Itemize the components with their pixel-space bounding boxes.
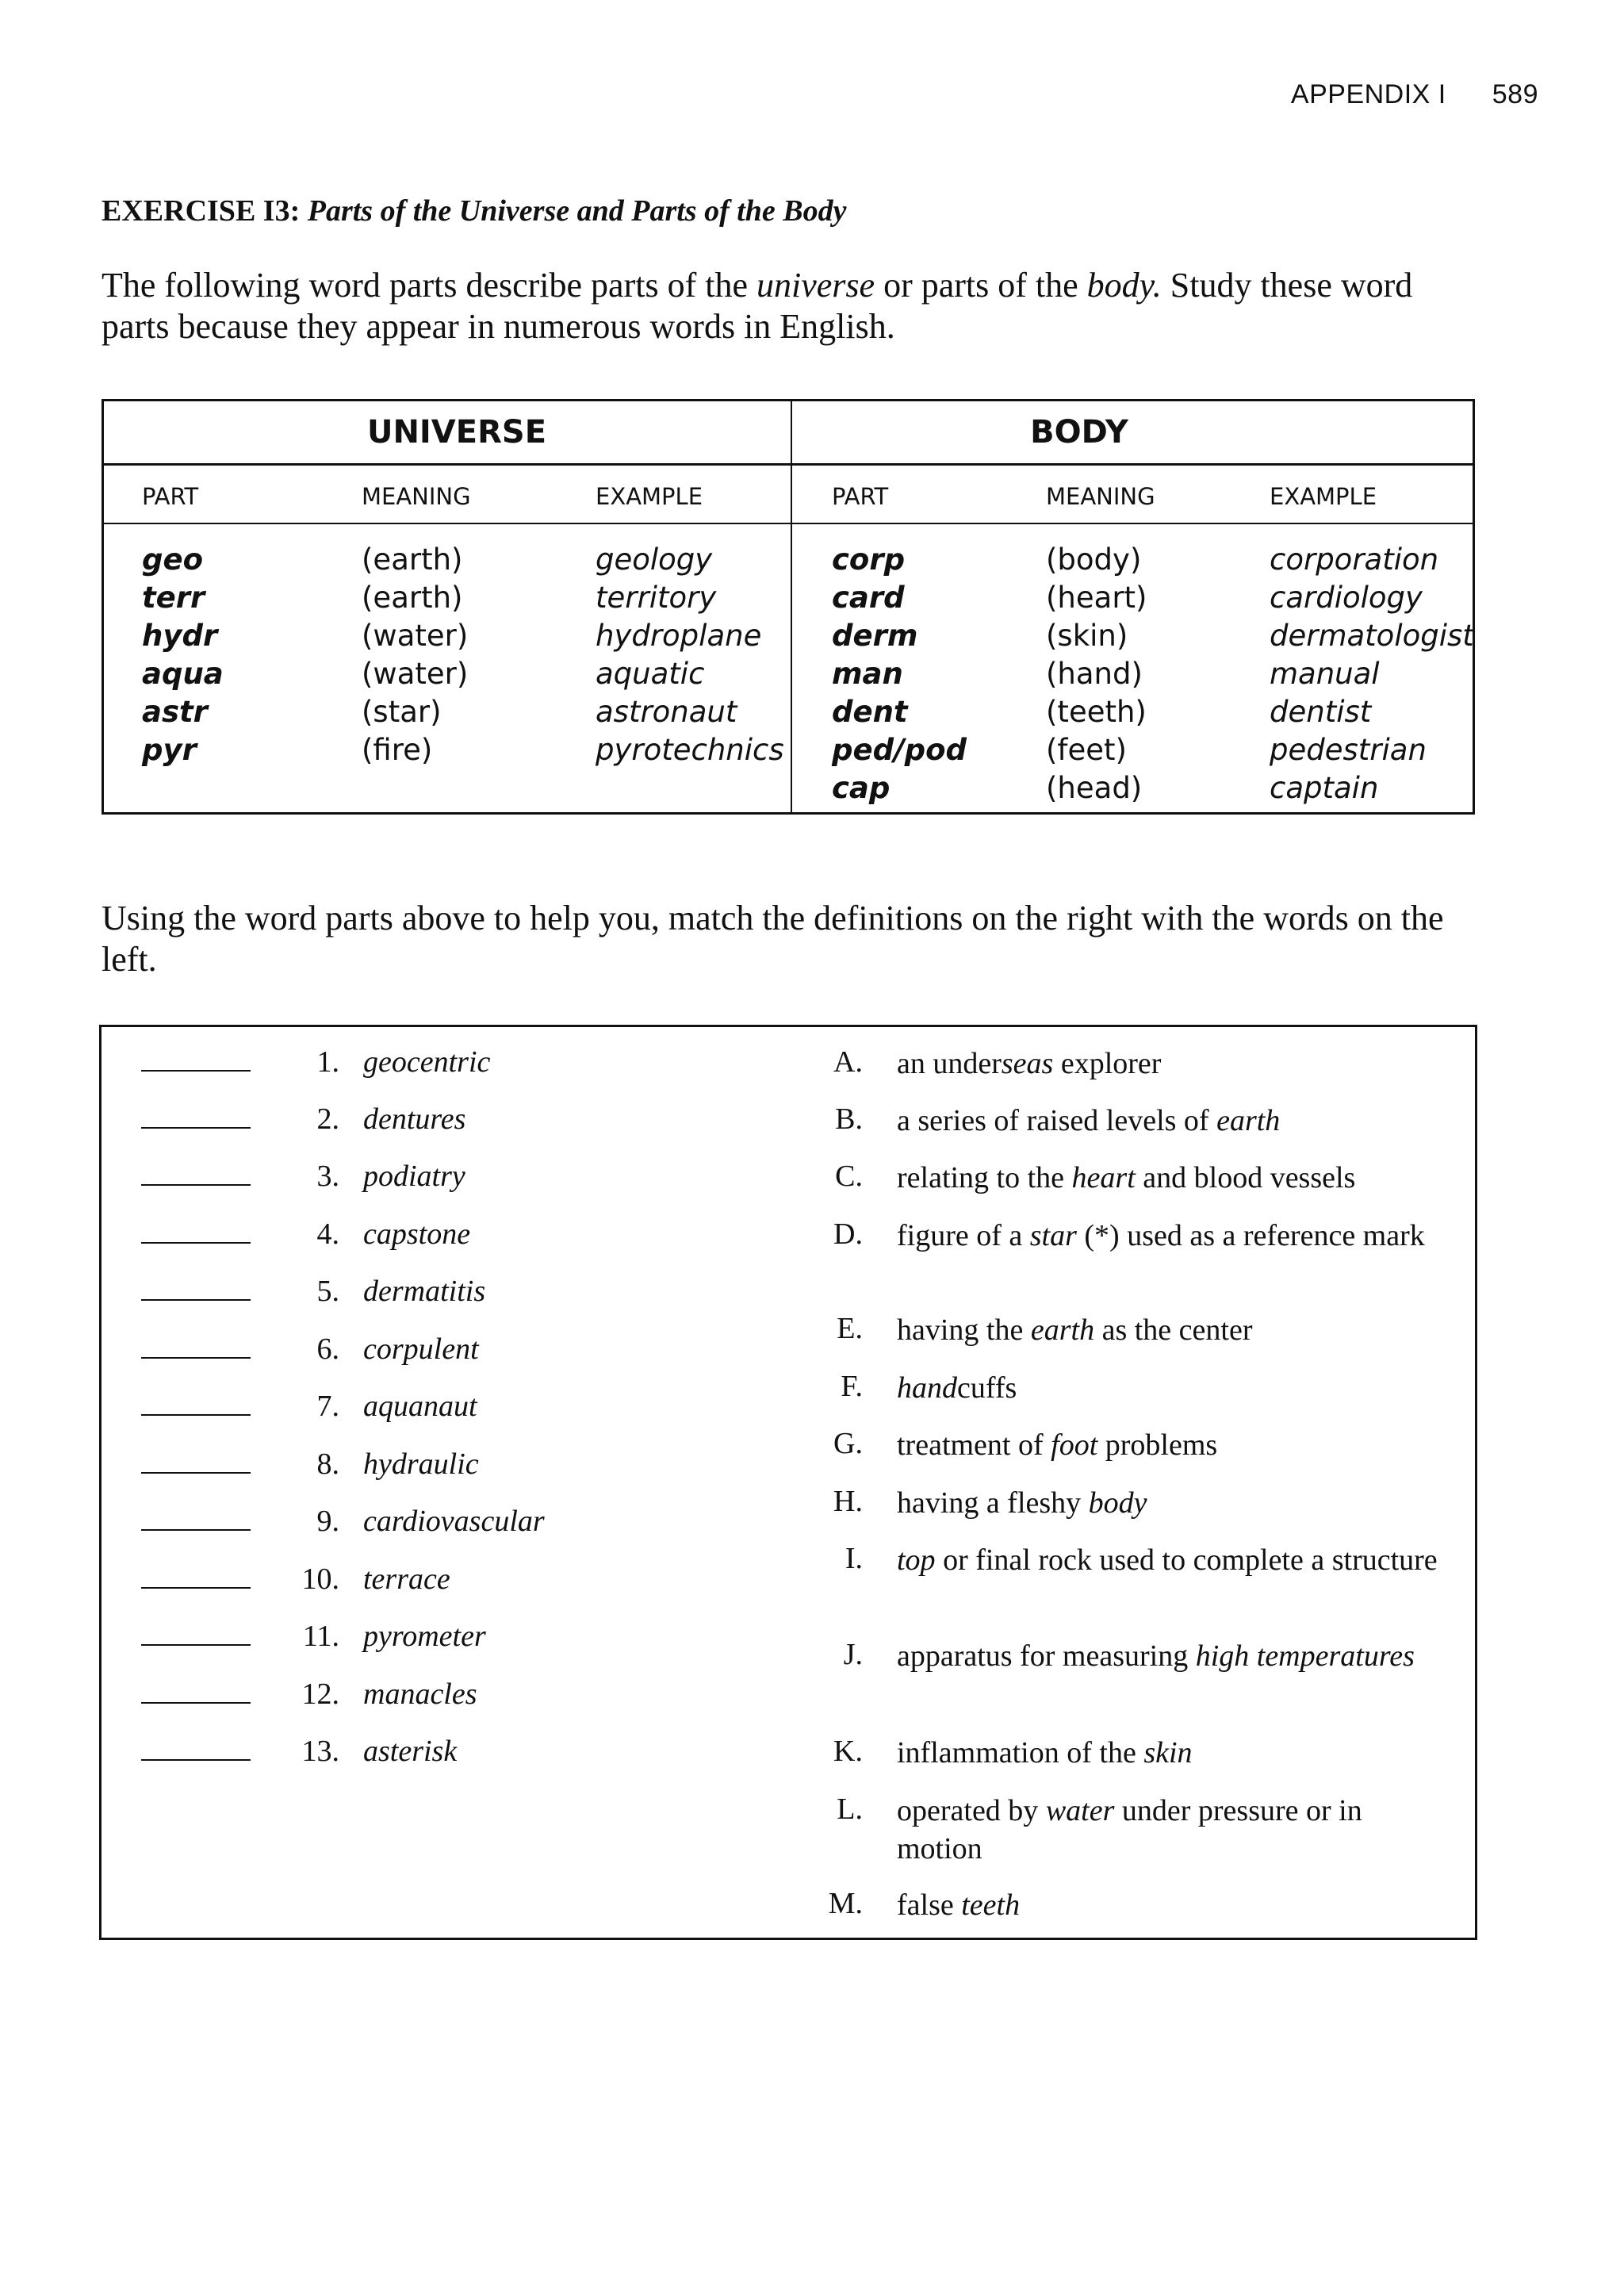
definition-text	[897, 1045, 1452, 1083]
item-number: 11.	[302, 1620, 339, 1653]
definition-letter: H.	[833, 1485, 863, 1518]
definition-part: having a fleshy	[897, 1486, 1089, 1520]
definition-letter: F.	[841, 1370, 863, 1403]
item-word: asterisk	[363, 1735, 458, 1768]
example-word: territory	[596, 581, 717, 615]
answer-blank[interactable]	[141, 1529, 251, 1531]
item-word: dentures	[363, 1102, 466, 1136]
example-word: geology	[596, 543, 713, 577]
word-part: derm	[832, 619, 918, 653]
word-part: card	[832, 581, 905, 615]
item-word: capstone	[363, 1217, 471, 1251]
column-header: EXAMPLE	[1270, 483, 1377, 510]
definition-part: false	[897, 1888, 962, 1922]
column-header: MEANING	[362, 483, 471, 510]
item-number: 7.	[316, 1390, 339, 1423]
definition-text	[897, 1159, 1452, 1197]
answer-blank[interactable]	[141, 1184, 251, 1186]
definition-text	[897, 1541, 1452, 1579]
definition-part: apparatus for measuring	[897, 1639, 1196, 1673]
intro-paragraph	[102, 265, 1481, 347]
item-number: 3.	[316, 1160, 339, 1193]
body-meaning-column	[1046, 541, 1147, 807]
body-example-column	[1270, 541, 1474, 807]
definition-text	[897, 1484, 1452, 1522]
definition-part: operated by	[897, 1794, 1046, 1827]
definition-letter: C.	[835, 1160, 863, 1193]
definition-emphasis: seas	[1001, 1047, 1054, 1080]
word-part: corp	[832, 543, 906, 577]
definition-text	[897, 1217, 1452, 1255]
item-number: 2.	[316, 1102, 339, 1136]
answer-blank[interactable]	[141, 1587, 251, 1589]
meaning: (hand)	[1046, 657, 1143, 691]
word-part: cap	[832, 771, 891, 805]
definition-text	[897, 1637, 1452, 1675]
body-part-column	[832, 541, 967, 807]
item-word: terrace	[363, 1562, 450, 1596]
word-part: pyr	[142, 733, 197, 767]
definition-text	[897, 1369, 1452, 1407]
definition-part: a series of raised levels of	[897, 1104, 1217, 1137]
meaning: (star)	[362, 695, 442, 729]
definition-emphasis: earth	[1030, 1313, 1095, 1347]
definition-part: having the	[897, 1313, 1031, 1347]
item-number: 6.	[316, 1332, 339, 1366]
body-heading: BODY	[1030, 414, 1128, 451]
definition-part: treatment of	[897, 1428, 1051, 1462]
definition-part: as the center	[1094, 1313, 1253, 1347]
matching-instructions: Using the word parts above to help you, match the definitions on the right with the words on the left.	[102, 899, 1444, 979]
definition-letter: E.	[837, 1312, 863, 1345]
definition-emphasis: heart	[1071, 1161, 1136, 1194]
item-word: manacles	[363, 1677, 477, 1711]
meaning: (heart)	[1046, 581, 1147, 615]
definition-part: problems	[1097, 1428, 1218, 1462]
definition-emphasis: earth	[1216, 1104, 1281, 1137]
definition-part: inflammation of the	[897, 1736, 1144, 1769]
definition-letter: L.	[837, 1792, 863, 1826]
intro-text-1: The following word parts describe parts of the	[102, 266, 756, 305]
word-part: dent	[832, 695, 908, 729]
answer-blank[interactable]	[141, 1357, 251, 1359]
column-header: EXAMPLE	[596, 483, 703, 510]
intro-text-2: or parts of the	[875, 266, 1087, 305]
definition-emphasis: teeth	[961, 1888, 1021, 1922]
universe-meaning-column	[362, 541, 468, 769]
definition-emphasis: top	[897, 1543, 936, 1577]
item-word: hydraulic	[363, 1447, 479, 1481]
definition-emphasis: water	[1045, 1794, 1115, 1827]
definition-part: figure of a	[897, 1219, 1030, 1252]
intro-emphasis-universe: universe	[756, 266, 875, 305]
column-header: MEANING	[1046, 483, 1155, 510]
item-word: dermatitis	[363, 1275, 486, 1308]
matching-exercise-box	[99, 1025, 1477, 1940]
running-head	[1291, 79, 1538, 110]
answer-blank[interactable]	[141, 1644, 251, 1646]
meaning: (water)	[362, 657, 469, 691]
item-number: 8.	[316, 1447, 339, 1481]
meaning: (water)	[362, 619, 469, 653]
definition-emphasis: hand	[897, 1371, 957, 1405]
definition-part: an under	[897, 1047, 1002, 1080]
definition-part: cuffs	[957, 1371, 1017, 1405]
definition-emphasis: body	[1088, 1486, 1147, 1520]
definition-letter: I.	[845, 1542, 863, 1575]
definition-text	[897, 1734, 1452, 1772]
meaning: (head)	[1046, 771, 1143, 805]
definition-letter: K.	[833, 1735, 863, 1768]
definition-letter: B.	[835, 1102, 863, 1136]
exercise-title	[102, 194, 847, 228]
item-number: 4.	[316, 1217, 339, 1251]
definition-part: (*) used as a reference mark	[1076, 1219, 1425, 1252]
definition-letter: M.	[828, 1887, 863, 1920]
word-part: terr	[142, 581, 205, 615]
exercise-name: Parts of the Universe and Parts of the Body	[307, 194, 847, 228]
example-word: pyrotechnics	[596, 733, 784, 767]
meaning: (fire)	[362, 733, 433, 767]
word-part: astr	[142, 695, 208, 729]
definition-part: relating to the	[897, 1161, 1072, 1194]
example-word: dermatologist	[1270, 619, 1474, 653]
definition-letter: D.	[833, 1217, 863, 1251]
item-number: 13.	[301, 1735, 339, 1768]
word-part: ped/pod	[832, 733, 967, 767]
word-parts-table	[102, 399, 1475, 815]
word-part: man	[832, 657, 903, 691]
word-part: aqua	[142, 657, 224, 691]
exercise-label: EXERCISE I3:	[102, 194, 301, 228]
definition-text	[897, 1102, 1452, 1140]
item-number: 12.	[301, 1677, 339, 1711]
meaning: (feet)	[1046, 733, 1127, 767]
definition-text	[897, 1426, 1452, 1464]
meaning: (body)	[1046, 543, 1142, 577]
universe-heading: UNIVERSE	[366, 414, 547, 451]
answer-blank[interactable]	[141, 1070, 251, 1072]
item-word: cardiovascular	[363, 1505, 545, 1538]
answer-blank[interactable]	[141, 1702, 251, 1704]
answer-blank[interactable]	[141, 1759, 251, 1761]
item-word: pyrometer	[363, 1620, 486, 1653]
item-number: 10.	[301, 1562, 339, 1596]
item-word: aquanaut	[363, 1390, 477, 1423]
definition-emphasis: star	[1029, 1219, 1077, 1252]
table-divider	[104, 463, 1473, 466]
item-word: geocentric	[363, 1045, 491, 1079]
example-word: corporation	[1270, 543, 1439, 577]
example-word: hydroplane	[596, 619, 762, 653]
definition-letter: G.	[833, 1427, 863, 1460]
example-word: aquatic	[596, 657, 705, 691]
example-word: manual	[1270, 657, 1380, 691]
item-number: 5.	[316, 1275, 339, 1308]
definition-emphasis: foot	[1051, 1428, 1098, 1462]
item-word: podiatry	[363, 1160, 465, 1193]
intro-emphasis-body: body.	[1086, 266, 1162, 305]
definition-emphasis: skin	[1143, 1736, 1193, 1769]
answer-blank[interactable]	[141, 1127, 251, 1129]
universe-example-column	[596, 541, 784, 769]
intro-text-3: Study these word parts because they appear in numerous words in English.	[102, 266, 1413, 346]
definition-part: or final rock used to complete a structure	[935, 1543, 1438, 1577]
example-word: captain	[1270, 771, 1379, 805]
definition-letter: J.	[843, 1638, 863, 1671]
answer-blank[interactable]	[141, 1472, 251, 1474]
universe-part-column	[142, 541, 224, 769]
definition-emphasis: high temperatures	[1195, 1639, 1415, 1673]
answer-blank[interactable]	[141, 1242, 251, 1244]
definition-part: under pressure or in motion	[897, 1794, 1362, 1865]
meaning: (earth)	[362, 581, 463, 615]
word-part: hydr	[142, 619, 218, 653]
word-part: geo	[142, 543, 203, 577]
example-word: dentist	[1270, 695, 1372, 729]
answer-blank[interactable]	[141, 1299, 251, 1301]
column-header: PART	[832, 483, 889, 510]
example-word: cardiology	[1270, 581, 1423, 615]
item-number: 1.	[316, 1045, 339, 1079]
table-divider	[104, 523, 1473, 524]
answer-blank[interactable]	[141, 1414, 251, 1416]
definition-part: explorer	[1053, 1047, 1162, 1080]
definition-text	[897, 1886, 1452, 1924]
meaning: (teeth)	[1046, 695, 1147, 729]
meaning: (earth)	[362, 543, 463, 577]
item-word: corpulent	[363, 1332, 479, 1366]
section-label: APPENDIX I	[1290, 79, 1446, 109]
column-header: PART	[142, 483, 199, 510]
example-word: pedestrian	[1270, 733, 1427, 767]
definition-text	[897, 1792, 1452, 1868]
page-number: 589	[1492, 79, 1538, 109]
example-word: astronaut	[596, 695, 737, 729]
definition-text	[897, 1311, 1452, 1349]
item-number: 9.	[316, 1505, 339, 1538]
meaning: (skin)	[1046, 619, 1128, 653]
definition-part: and blood vessels	[1135, 1161, 1356, 1194]
table-column-divider	[791, 401, 792, 812]
definition-letter: A.	[833, 1045, 863, 1079]
